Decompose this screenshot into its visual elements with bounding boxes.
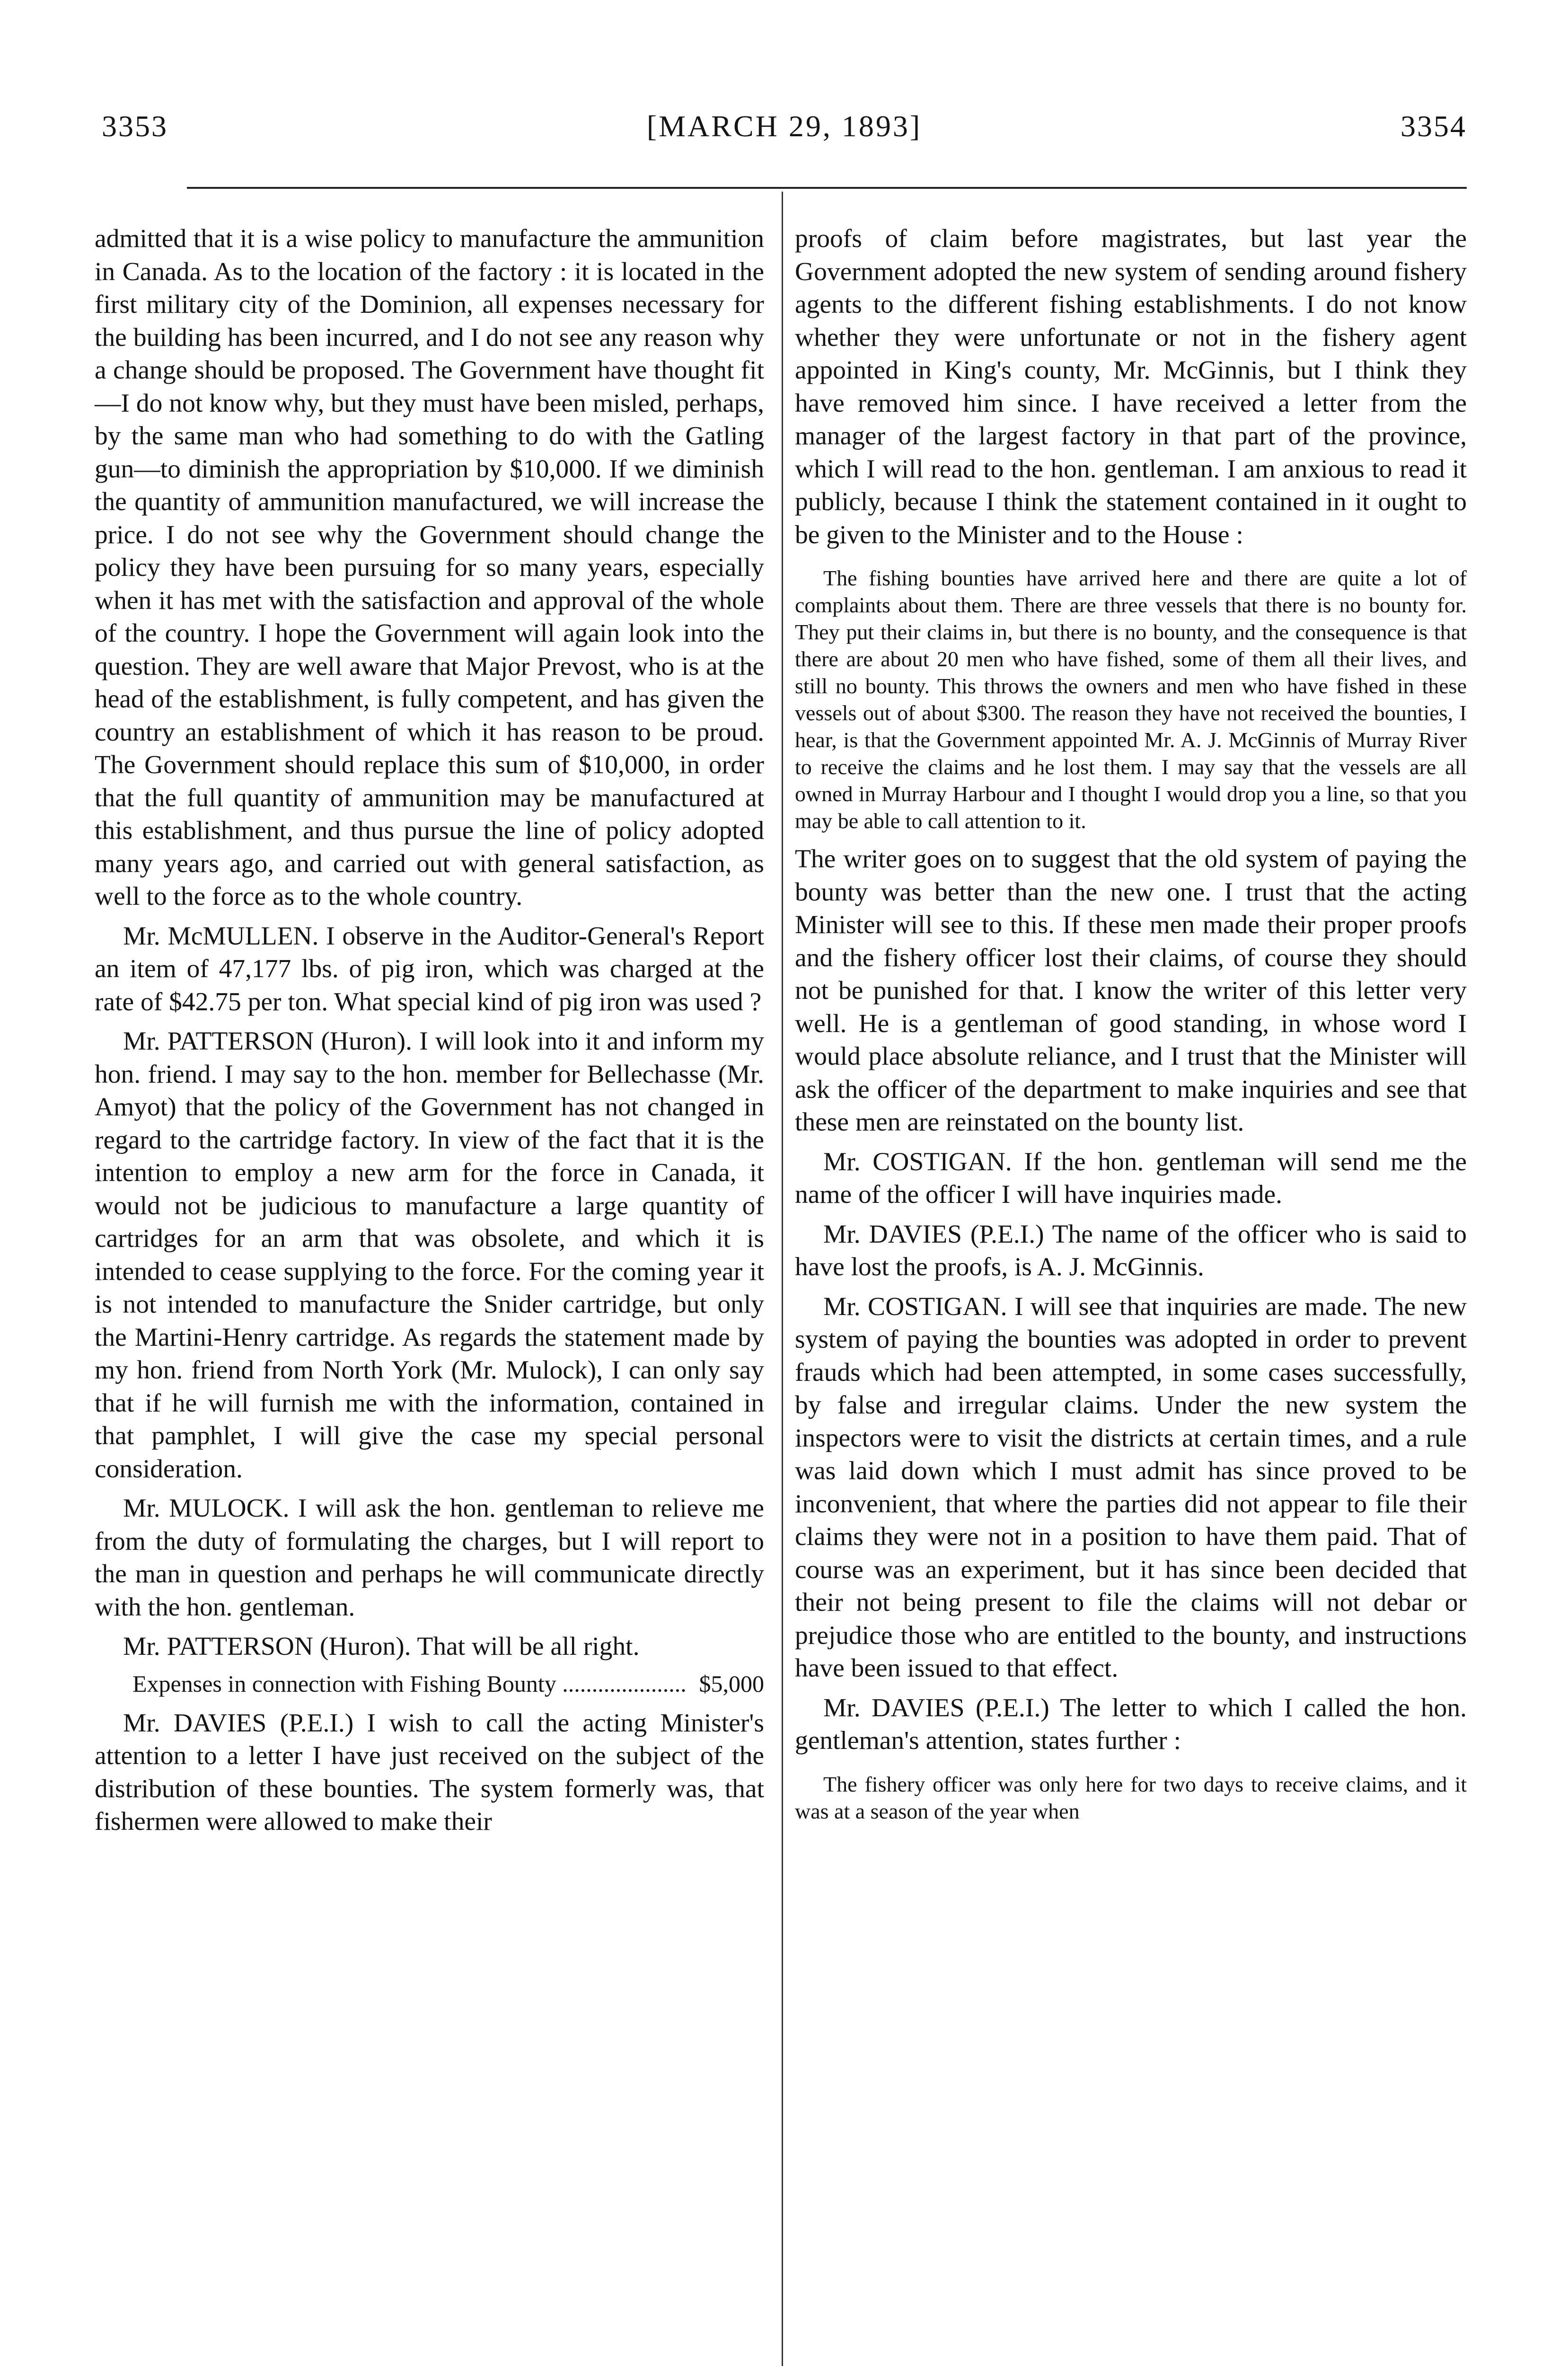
paragraph: [95, 1707, 764, 1838]
paragraph: [95, 920, 764, 1019]
speaker-name: Mr. McMULLEN.: [123, 921, 319, 951]
paragraph-text: I will see that inquiries are made. The new system of paying the bounties was adopted in order to prevent frauds which had been attempted, in some cases successfully, by false and irregular claims. Under the new system the inspectors were to visit the districts at certain times, and a rule was laid down which I must admit has since proved to be inconvenient, that where the parties did not appear to file their claims they were not in a position to have them paid. That of course was an experiment, but it has since been decided that their not being present to file the claims will not debar or prejudice those who are entitled to the bounty, and instructions have been issued to that effect.: [795, 1292, 1467, 1683]
paragraph-text: The writer goes on to suggest that the old system of paying the bounty was better than the new one. I trust that the acting Minister will see to this. If these men made their proper proofs and the fishery officer lost their claims, of course they should not be punished for that. I know the writer of this letter very well. He is a gentleman of good standing, in whose word I would place absolute reliance, and I trust that the Minister will ask the officer of the department to make inquiries and see that these men are reinstated on the bounty list.: [795, 845, 1467, 1137]
speaker-name: Mr. DAVIES (P.E.I.): [123, 1708, 354, 1738]
paragraph: [95, 1025, 764, 1485]
paragraph-text: proofs of claim before magistrates, but last year the Government adopted the new system of sending around fishery agents to the different fishing establishments. I do not know whether they were unfortunate or not in the fishery agent appointed in King's county, Mr. McGinnis, but I think they have removed him since. I have received a letter from the manager of the largest factory in that part of the province, which I will read to the hon. gentleman. I am anxious to read it publicly, because I think the statement contained in it ought to be given to the Minister and to the House :: [795, 224, 1467, 549]
paragraph: [95, 222, 764, 913]
paragraph-text: If the hon. gentleman will send me the name of the officer I will have inquiries made.: [795, 1147, 1467, 1209]
speaker-name: Mr. PATTERSON (Huron).: [123, 1632, 411, 1661]
page-number-left: 3353: [102, 109, 168, 143]
paragraph-text: I will look into it and inform my hon. friend. I may say to the hon. member for Bellechasse (Mr. Amyot) that the policy of the Government has not changed in regard to the cartridge factory. In view of the fact that it is the intention to employ a new arm for the force in Canada, it would not be judicious to manufacture a large quantity of cartridges for an arm that was obsolete, and which it is intended to cease supplying to the force. For the coming year it is not intended to manufacture the Snider cartridge, but only the Martini-Henry cartridge. As regards the statement made by my hon. friend from North York (Mr. Mulock), I can only say that if he will furnish me with the information, contained in that pamphlet, I will give the case my special personal consideration.: [95, 1027, 764, 1483]
paragraph: [795, 1146, 1467, 1211]
column-divider: [782, 192, 783, 2366]
paragraph: [795, 1290, 1467, 1685]
paragraph-text: That will be all right.: [411, 1632, 640, 1661]
paragraph-text: I will ask the hon. gentleman to relieve me from the duty of formulating the charges, but I will report to the man in question and perhaps he will communicate directly with the hon. gentleman.: [95, 1494, 764, 1622]
paragraph-text: I observe in the Auditor-General's Report an item of 47,177 lbs. of pig iron, which was charged at the rate of $42.75 per ton. What special kind of pig iron was used ?: [95, 921, 765, 1016]
speaker-name: Mr. COSTIGAN.: [823, 1147, 1012, 1176]
quoted-letter: [795, 1771, 1467, 1825]
paragraph-text: The name of the officer who is said to have lost the proofs, is A. J. McGinnis.: [795, 1219, 1467, 1281]
paragraph: [795, 222, 1467, 551]
speaker-name: Mr. COSTIGAN.: [823, 1292, 1007, 1321]
paragraph: [795, 843, 1467, 1139]
paragraph-text: The fishing bounties have arrived here and there are quite a lot of complaints about them. There are three vessels that there is no bounty for. They put their claims in, but there is no bounty, and the consequence is that there are about 20 men who have fished, some of them all their lives, and still no bounty. This throws the owners and men who have fished in these vessels out of about $300. The reason they have not received the bounties, I hear, is that the Government appointed Mr. A. J. McGinnis of Murray River to receive the claims and he lost them. I may say that the vessels are all owned in Murray Harbour and I thought I would drop you a line, so that you may be able to call attention to it.: [795, 566, 1467, 833]
page-number-right: 3354: [1401, 109, 1467, 143]
paragraph: [795, 1218, 1467, 1284]
speaker-name: Mr. DAVIES (P.E.I.): [823, 1219, 1044, 1249]
item-text: Expenses in connection with Fishing Bounty .....................: [132, 1670, 687, 1697]
speaker-name: Mr. PATTERSON (Huron).: [123, 1027, 413, 1056]
page-header: [102, 109, 1467, 151]
paragraph-text: The fishery officer was only here for two days to receive claims, and it was at a season of the year when: [795, 1772, 1467, 1823]
speaker-name: Mr. DAVIES (P.E.I.): [823, 1693, 1049, 1722]
left-column: [95, 222, 764, 1845]
paragraph: [95, 1492, 764, 1624]
paragraph-text: The letter to which I called the hon. gentleman's attention, states further :: [795, 1693, 1467, 1755]
paragraph-text: admitted that it is a wise policy to manufacture the ammunition in Canada. As to the location of the factory : it is located in the first military city of the Dominion, all expenses necessary for the building has been incurred, and I do not see any reason why a change should be proposed. The Government have thought fit—I do not know why, but they must have been misled, perhaps, by the same man who had something to do with the Gatling gun—to diminish the appropriation by $10,000. If we diminish the quantity of ammunition manufactured, we will increase the price. I do not see why the Government should change the policy they have been pursuing for so many years, especially when it has met with the satisfaction and approval of the whole of the country. I hope the Government will again look into the question. They are well aware that Major Prevost, who is at the head of the establishment, is fully competent, and has given the country an establishment of which it has reason to be proud. The Government should replace this sum of $10,000, in order that the full quantity of ammunition may be manufactured at this establishment, and thus pursue the line of policy adopted many years ago, and carried out with general satisfaction, as well to the force as to the whole country.: [95, 224, 764, 911]
header-rule: [187, 187, 1467, 189]
paragraph: [95, 1630, 764, 1663]
supply-item: [95, 1670, 764, 1697]
speaker-name: Mr. MULOCK.: [123, 1494, 290, 1523]
item-amount: $5,000: [699, 1670, 764, 1697]
right-column: [795, 222, 1467, 1833]
quoted-letter: [795, 565, 1467, 834]
page-date: [MARCH 29, 1893]: [646, 109, 922, 143]
paragraph: [795, 1692, 1467, 1757]
paragraph-text: I wish to call the acting Minister's attention to a letter I have just received on the subject of the distribution of these bounties. The system formerly was, that fishermen were allowed to make their: [95, 1708, 765, 1836]
